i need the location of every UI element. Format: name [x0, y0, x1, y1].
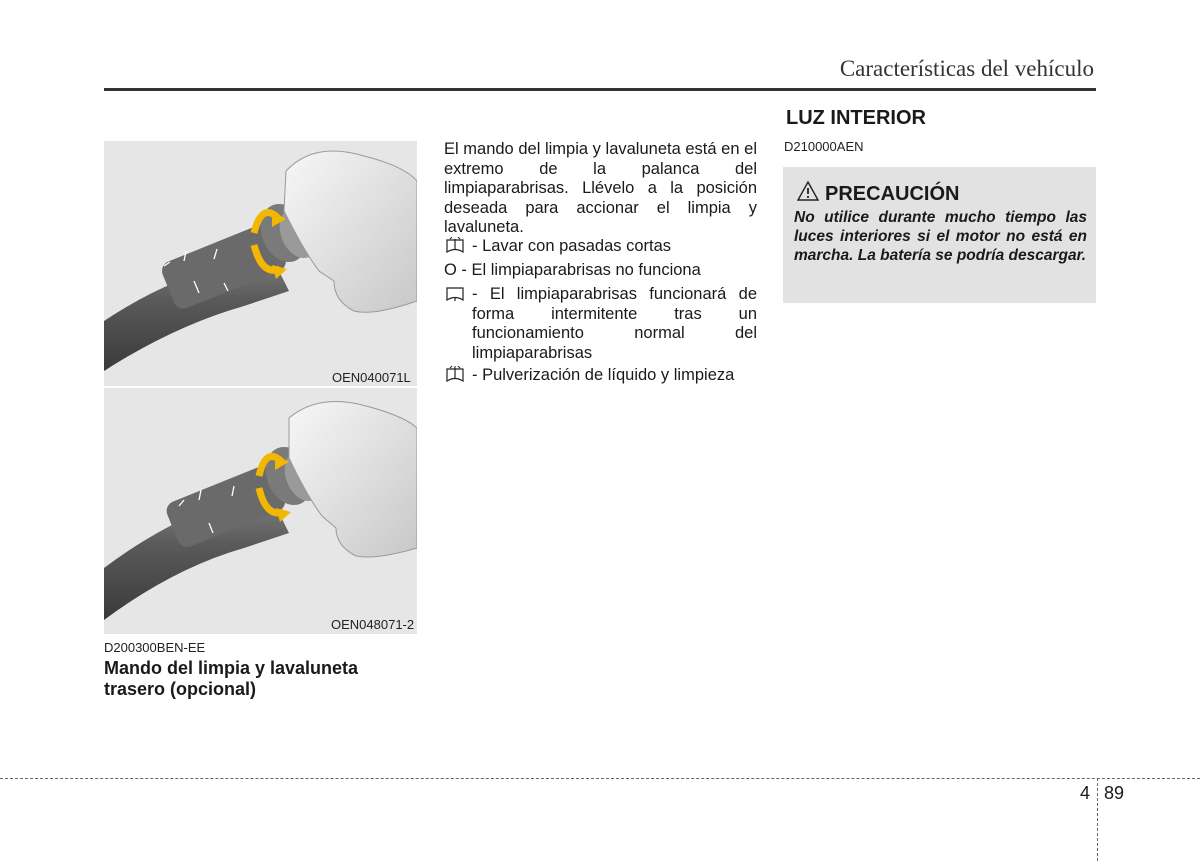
wiper-icon	[444, 285, 472, 304]
caution-header	[797, 181, 959, 207]
list-item	[444, 366, 757, 386]
list-item	[444, 285, 757, 363]
figure-b-code: OEN048071-2	[331, 617, 415, 632]
washer-spray-icon	[444, 366, 472, 385]
section-code: D200300BEN-EE	[104, 640, 206, 655]
list-item: O - El limpiaparabrisas no funciona	[444, 261, 701, 279]
chapter-number: 4	[1080, 783, 1091, 803]
wiper-lever-illustration-b	[104, 388, 417, 634]
figure-a	[104, 141, 417, 386]
running-header: Características del vehículo	[839, 56, 1094, 81]
footer-divider	[1097, 778, 1098, 861]
list-item-text: - El limpiaparabrisas funcionará de forma intermitente tras un funcionamiento normal del limpiaparabrisas	[472, 285, 757, 362]
wiper-lever-illustration-a	[104, 141, 417, 386]
figure-a-code: OEN040071L	[332, 370, 411, 385]
footer-rule	[0, 778, 1200, 779]
section-heading: Mando del limpia y lavaluneta trasero (opcional)	[104, 658, 359, 699]
caution-text: No utilice durante mucho tiempo las luces interiores si el motor no está en marcha. La batería se podría descargar.	[794, 209, 1087, 264]
section-title: LUZ INTERIOR	[786, 107, 926, 129]
wash-short-icon	[444, 237, 472, 256]
figure-b	[104, 388, 417, 634]
section-code: D210000AEN	[784, 139, 864, 154]
warning-icon	[797, 181, 819, 207]
list-item	[444, 237, 757, 257]
caution-box	[783, 167, 1096, 303]
list-item-text: - Lavar con pasadas cortas	[472, 237, 672, 255]
page-number: 89	[1104, 783, 1125, 803]
caution-title: PRECAUCIÓN	[825, 182, 960, 205]
intro-paragraph: El mando del limpia y lavaluneta está en el extremo de la palanca del limpiaparabrisas. Llévelo a la posición deseada para accionar el limpia y lavaluneta.	[444, 140, 757, 236]
header-rule	[104, 88, 1096, 91]
list-item-text: - Pulverización de líquido y limpieza	[472, 366, 735, 384]
